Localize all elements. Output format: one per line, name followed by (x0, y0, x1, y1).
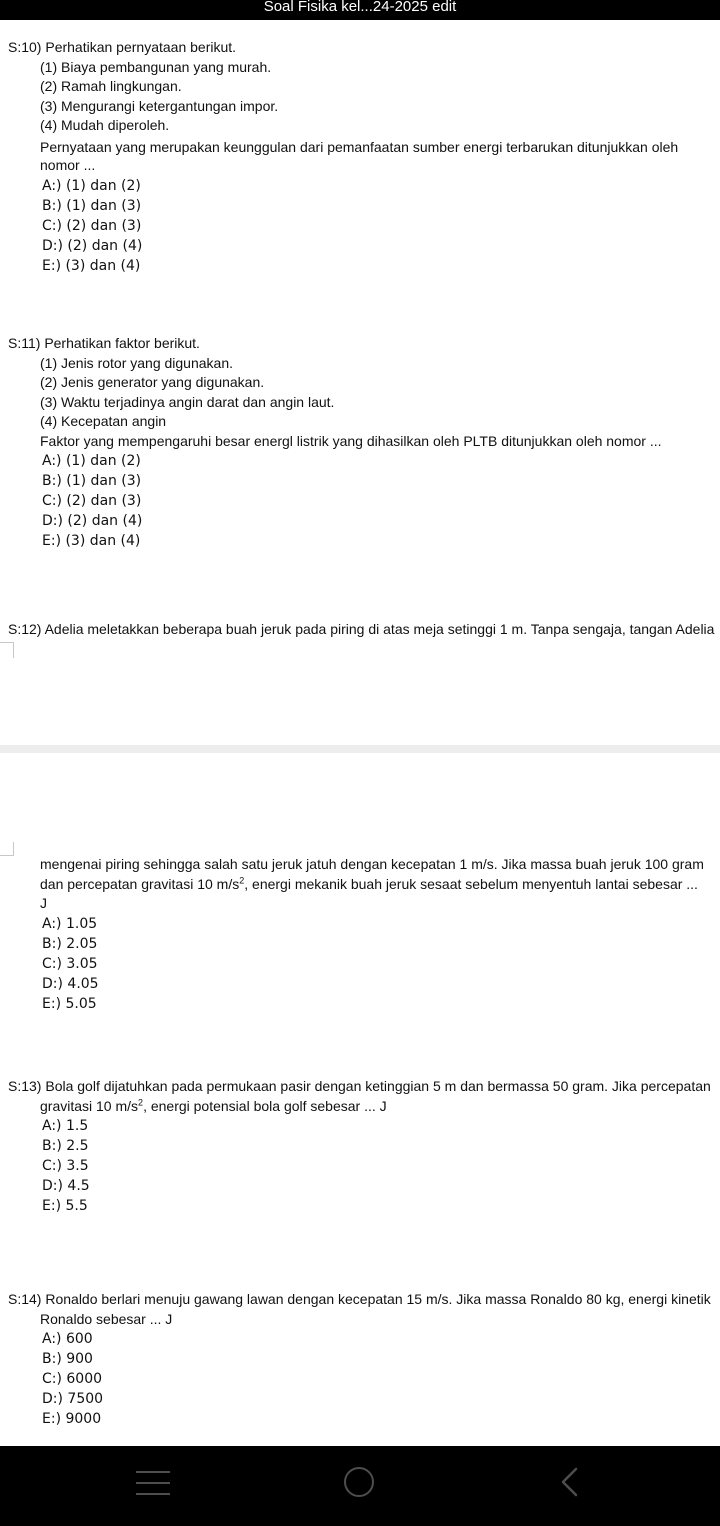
exponent: 2 (138, 1096, 144, 1107)
question-12-line-2b: , energi mekanik buah jeruk sesaat sebelum menyentuh lantai sebesar ... (244, 875, 698, 892)
option-e[interactable]: E:) 5.5 (42, 1198, 88, 1214)
option-d[interactable]: D:) (2) dan (4) (42, 237, 143, 254)
back-icon[interactable] (558, 1467, 582, 1497)
option-e[interactable]: E:) 9000 (42, 1411, 102, 1427)
question-11 (8, 334, 720, 551)
question-13 (8, 1077, 720, 1216)
question-13-line-1a: gravitasi 10 m/s (40, 1097, 139, 1114)
home-icon[interactable] (344, 1467, 374, 1497)
question-14 (8, 1290, 720, 1429)
system-navigation-bar (0, 1446, 720, 1526)
document-title: Soal Fisika kel...24-2025 edit (263, 0, 457, 15)
question-13-line-1b: , energi potensial bola golf sebesar ... J (143, 1097, 387, 1114)
statement-1: (1) Jenis rotor yang digunakan. (40, 354, 233, 371)
question-12-header (8, 620, 720, 640)
option-a[interactable]: A:) (1) dan (2) (42, 453, 141, 469)
page-corner-mark (0, 642, 14, 658)
option-c[interactable]: C:) 6000 (42, 1371, 103, 1387)
statement-2: (2) Jenis generator yang digunakan. (40, 374, 265, 390)
option-c[interactable]: C:) 3.05 (42, 955, 98, 972)
option-a[interactable]: A:) 1.5 (42, 1118, 89, 1134)
option-a[interactable]: A:) 600 (42, 1331, 93, 1347)
statement-4: (4) Kecepatan angin (40, 413, 167, 429)
question-12-line-2 (8, 875, 720, 895)
option-d[interactable]: D:) 4.5 (42, 1178, 90, 1194)
option-d[interactable]: D:) (2) dan (4) (42, 513, 143, 529)
question-12-line-3: J (40, 895, 47, 911)
statement-3: (3) Waktu terjadinya angin darat dan angin laut. (40, 393, 335, 410)
option-d[interactable]: D:) 4.05 (42, 975, 99, 992)
document-title-bar (0, 0, 720, 20)
question-12-line-1: mengenai piring sehingga salah satu jeruk jatuh dengan kecepatan 1 m/s. Jika massa buah jeruk 100 gram (40, 856, 704, 872)
question-12-line-2a: dan percepatan gravitasi 10 m/s (40, 875, 240, 892)
option-c[interactable]: C:) (2) dan (3) (42, 493, 142, 509)
page-break (0, 745, 720, 753)
statement-4: (4) Mudah diperoleh. (40, 117, 170, 133)
option-d[interactable]: D:) 7500 (42, 1391, 104, 1407)
statement-3: (3) Mengurangi ketergantungan impor. (40, 97, 279, 114)
page-corner-mark (0, 842, 14, 856)
option-c[interactable]: C:) (2) dan (3) (42, 217, 142, 234)
question-13-line-1 (8, 1097, 720, 1117)
question-12-body (8, 855, 720, 1014)
option-b[interactable]: B:) (1) dan (3) (42, 473, 142, 489)
option-b[interactable]: B:) 2.05 (42, 935, 98, 952)
exponent: 2 (239, 874, 245, 885)
option-b[interactable]: B:) (1) dan (3) (42, 197, 142, 214)
question-14-line-1: Ronaldo sebesar ... J (40, 1310, 173, 1327)
option-a[interactable]: A:) (1) dan (2) (42, 177, 141, 194)
question-10-prompt: Pernyataan yang merupakan keunggulan dari pemanfaatan sumber energi terbarukan ditunjukkan oleh nomor ... (40, 138, 679, 173)
option-e[interactable]: E:) 5.05 (42, 995, 97, 1012)
question-13-label: S:13) Bola golf dijatuhkan pada permukaan pasir dengan ketinggian 5 m dan bermassa 50 gram. Jika percepatan (8, 1078, 711, 1094)
question-14-label: S:14) Ronaldo berlari menuju gawang lawan dengan kecepatan 15 m/s. Jika massa Ronaldo 80 kg, energi kinetik (8, 1291, 711, 1307)
statement-1: (1) Biaya pembangunan yang murah. (40, 58, 272, 75)
question-10 (8, 38, 720, 276)
option-b[interactable]: B:) 900 (42, 1351, 93, 1367)
option-e[interactable]: E:) (3) dan (4) (42, 533, 141, 549)
statement-2: (2) Ramah lingkungan. (40, 78, 182, 94)
option-c[interactable]: C:) 3.5 (42, 1158, 89, 1174)
question-11-prompt: Faktor yang mempengaruhi besar energl listrik yang dihasilkan oleh PLTB ditunjukkan oleh nomor ... (40, 432, 662, 449)
question-10-label: S:10) Perhatikan pernyataan berikut. (8, 39, 237, 55)
option-e[interactable]: E:) (3) dan (4) (42, 257, 141, 274)
question-11-label: S:11) Perhatikan faktor berikut. (8, 335, 200, 351)
question-12-label: S:12) Adelia meletakkan beberapa buah jeruk pada piring di atas meja setinggi 1 m. Tanpa sengaja, tangan Adelia (8, 621, 715, 637)
option-a[interactable]: A:) 1.05 (42, 915, 98, 932)
option-b[interactable]: B:) 2.5 (42, 1138, 89, 1154)
recent-apps-icon[interactable] (136, 1471, 170, 1495)
